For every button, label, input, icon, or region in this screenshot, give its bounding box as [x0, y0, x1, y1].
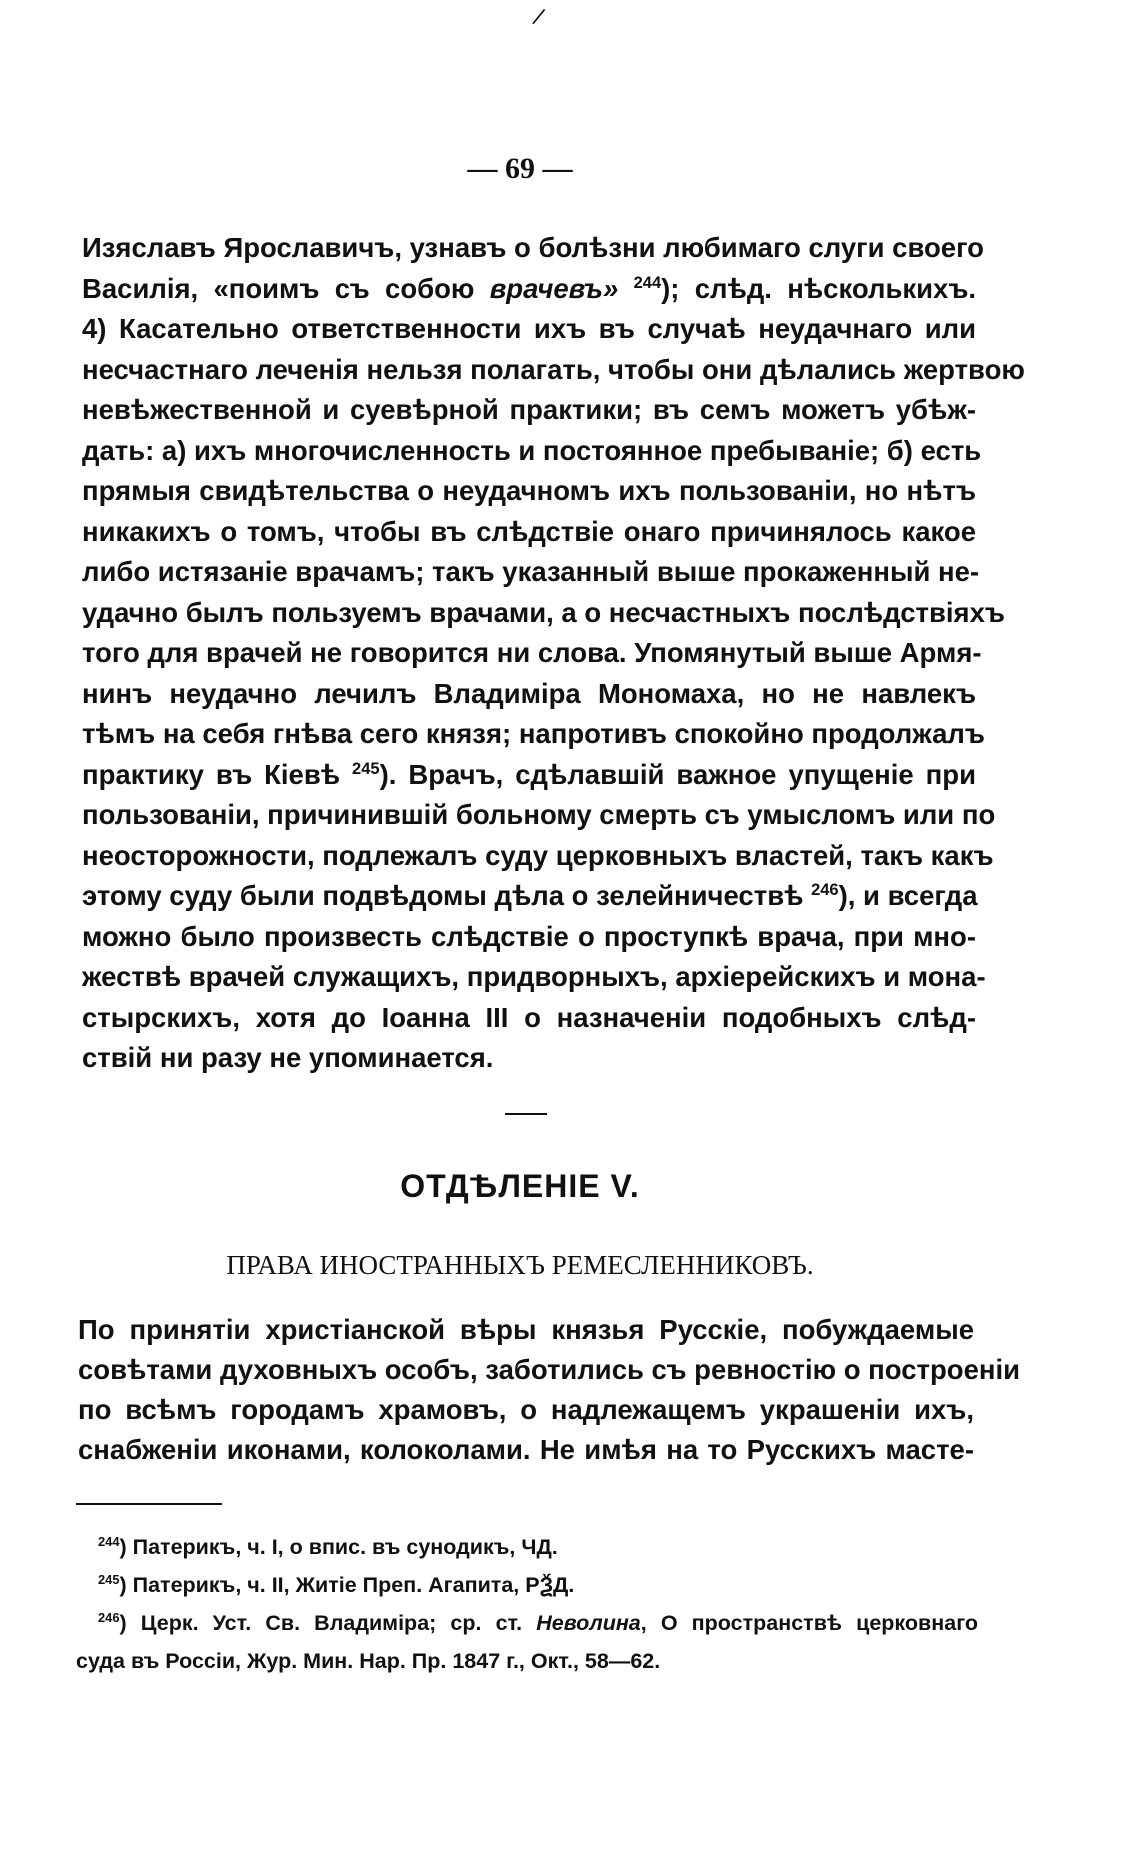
footnote-text: ) Церк. Уст. Св. Владиміра; ср. ст.	[119, 1611, 537, 1635]
text-line: ствій ни разу не упоминается.	[82, 1042, 494, 1073]
italic-text: врачевъ»	[489, 272, 619, 304]
text-line: невѣжественной и суевѣрной практики; въ семъ можетъ убѣж-	[82, 394, 976, 425]
text-line: тѣмъ на себя гнѣва сего князя; напротивъ спокойно продолжалъ	[82, 718, 985, 749]
text-segment: практику въ Кіевѣ	[82, 758, 353, 790]
footnote-number: 244	[98, 1533, 120, 1549]
text-line: снабженіи иконами, колоколами. Не имѣя на то Русскихъ масте-	[78, 1434, 974, 1465]
footnotes	[76, 1528, 979, 1680]
text-line	[82, 876, 976, 917]
footnote-ref: 246	[811, 880, 839, 899]
text-segment: ), и всегда	[838, 880, 978, 911]
footnote-number: 245	[98, 1571, 120, 1587]
footnote-number: 246	[98, 1609, 120, 1625]
text-line: неосторожности, подлежалъ суду церковныхъ властей, такъ какъ	[82, 839, 994, 871]
text-line: Изяславъ Ярославичъ, узнавъ о болѣзни любимаго слуги своего	[82, 232, 984, 263]
paragraph-1	[82, 228, 1025, 1079]
text-line: жествѣ врачей служащихъ, придворныхъ, архіерейскихъ и мона-	[82, 961, 986, 992]
footnote-text: , О пространствѣ церковнаго	[640, 1611, 979, 1635]
footnote-text: ) Патерикъ, ч. I, о впис. въ сунодикъ, ЧД.	[119, 1535, 558, 1559]
text-line: никакихъ о томъ, чтобы въ слѣдствіе онаго причинялось какое	[82, 515, 976, 547]
text-line: нинъ неудачно лечилъ Владиміра Мономаха, но не навлекъ	[82, 677, 976, 709]
section-divider	[505, 1113, 547, 1115]
italic-text: Неволина	[536, 1611, 641, 1635]
section-subtitle: ПРАВА ИНОСТРАННЫХЪ РЕМЕСЛЕННИКОВЪ.	[226, 1250, 814, 1280]
text-line	[82, 269, 976, 310]
text-line: совѣтами духовныхъ особъ, заботились съ ревностію о построеніи	[78, 1354, 1021, 1385]
text-segment: Василія, «поимъ съ собою	[82, 272, 490, 304]
footnote-246-continuation: суда въ Россіи, Жур. Мин. Нар. Пр. 1847 г., Окт., 58—62.	[76, 1649, 661, 1673]
footnote-245	[98, 1566, 978, 1604]
section-title: ОТДѢЛЕНІЕ V.	[400, 1168, 640, 1204]
page-number: — 69 —	[467, 152, 573, 185]
text-line: несчастнаго леченія нельзя полагать, чтобы они дѣлались жертвою	[82, 353, 1025, 385]
text-line: удачно былъ пользуемъ врачами, а о несчастныхъ послѣдствіяхъ	[82, 596, 1005, 628]
text-line: пользованіи, причинившій больному смерть съ умысломъ или по	[82, 799, 996, 830]
text-segment: ). Врачъ, сдѣлавшій важное упущеніе при	[379, 758, 976, 790]
footnote-text: ) Патерикъ, ч. II, Житіе Преп. Агапита, РѮД.	[119, 1573, 575, 1597]
text-line: По принятіи христіанской вѣры князья Русскіе, побуждаемые	[78, 1314, 974, 1345]
paragraph-2	[78, 1310, 1021, 1470]
footnote-ref: 245	[352, 759, 380, 778]
text-line: можно было произвесть слѣдствіе о проступкѣ врача, при мно-	[82, 920, 976, 952]
text-line: по всѣмъ городамъ храмовъ, о надлежащемъ украшеніи ихъ,	[78, 1394, 974, 1425]
text-segment: этому суду были подвѣдомы дѣла о зелейничествѣ	[82, 880, 812, 911]
text-line	[82, 755, 976, 796]
footnote-ref: 244	[633, 273, 662, 292]
text-segment: ); слѣд. нѣсколькихъ.	[661, 272, 977, 304]
text-line: того для врачей не говорится ни слова. Упомянутый выше Армя-	[82, 637, 982, 668]
footnote-246	[98, 1604, 978, 1642]
footnote-rule	[76, 1503, 222, 1505]
text-line: стырскихъ, хотя до Іоанна III о назначеніи подобныхъ слѣд-	[82, 1001, 976, 1033]
top-mark: /	[530, 1, 548, 32]
text-line: прямыя свидѣтельства о неудачномъ ихъ пользованіи, но нѣтъ	[82, 475, 976, 506]
footnote-244	[98, 1528, 978, 1566]
text-line: либо истязаніе врачамъ; такъ указанный выше прокаженный не-	[82, 556, 980, 587]
text-line: дать: а) ихъ многочисленность и постоянное пребываніе; б) есть	[82, 434, 982, 466]
text-line: 4) Касательно ответственности ихъ въ случаѣ неудачнаго или	[82, 313, 976, 344]
